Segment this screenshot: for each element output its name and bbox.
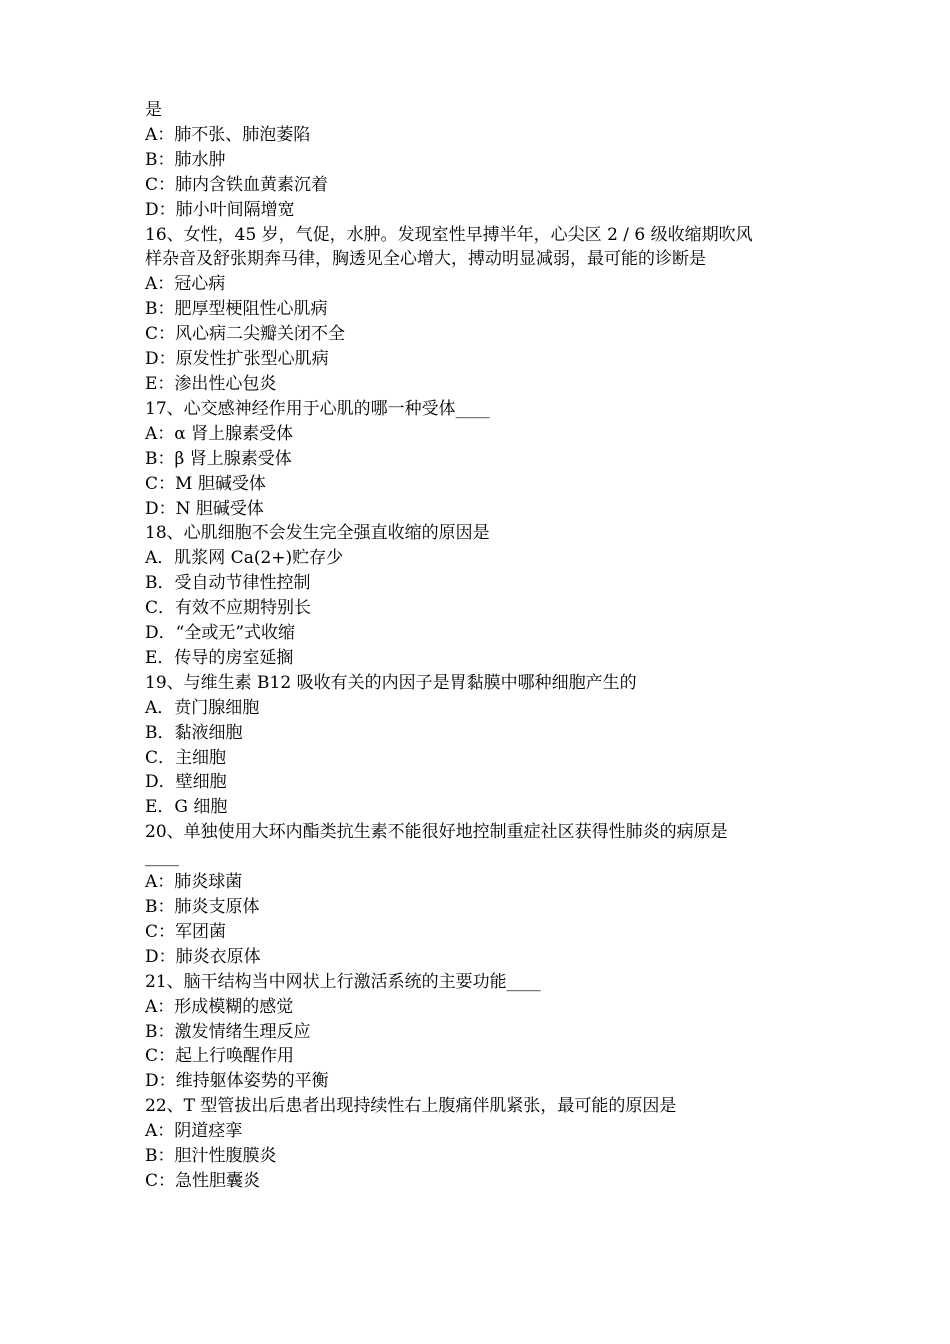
option-line: A：冠心病	[145, 274, 226, 295]
option-line: A．肌浆网 Ca(2+)贮存少	[145, 548, 344, 569]
option-line: E：渗出性心包炎	[145, 373, 277, 394]
text-line: 是	[145, 100, 162, 120]
question-20-line-2: ____	[145, 847, 179, 868]
option-line: B．黏液细胞	[145, 722, 243, 743]
option-line: C：急性胆囊炎	[145, 1170, 261, 1191]
question-19: 19、与维生素 B12 吸收有关的内因子是胃黏膜中哪种细胞产生的	[145, 672, 637, 693]
option-line: B：β 肾上腺素受体	[145, 448, 292, 469]
question-16-line-2: 样杂音及舒张期奔马律，胸透见全心增大，搏动明显减弱，最可能的诊断是	[145, 249, 706, 270]
option-line: A：肺不张、肺泡萎陷	[145, 124, 311, 145]
question-22: 22、T 型管拔出后患者出现持续性右上腹痛伴肌紧张，最可能的原因是	[145, 1096, 677, 1117]
option-line: D：肺炎衣原体	[145, 946, 261, 967]
option-line: D．壁细胞	[145, 772, 227, 793]
option-line: A：α 肾上腺素受体	[145, 423, 294, 444]
option-line: D：N 胆碱受体	[145, 498, 264, 519]
question-text-body	[145, 98, 813, 1194]
option-line: B：胆汁性腹膜炎	[145, 1146, 277, 1167]
option-line: C：风心病二尖瓣关闭不全	[145, 324, 346, 345]
question-17: 17、心交感神经作用于心肌的哪一种受体____	[145, 398, 490, 419]
option-line: D：维持躯体姿势的平衡	[145, 1071, 329, 1092]
option-line: A：形成模糊的感觉	[145, 996, 294, 1017]
option-line: B．受自动节律性控制	[145, 573, 311, 594]
option-line: A：肺炎球菌	[145, 872, 243, 893]
option-line: B：肺炎支原体	[145, 897, 260, 917]
option-line: E．G 细胞	[145, 797, 228, 818]
option-line: E．传导的房室延搁	[145, 647, 294, 668]
option-line: B：肺水肿	[145, 149, 226, 170]
option-line: D．“全或无”式收缩	[145, 623, 296, 644]
option-line: B：肥厚型梗阻性心肌病	[145, 299, 328, 320]
question-18: 18、心肌细胞不会发生完全强直收缩的原因是	[145, 523, 490, 544]
option-line: C：起上行唤醒作用	[145, 1046, 295, 1067]
option-line: C：M 胆碱受体	[145, 473, 266, 494]
option-line: D：肺小叶间隔增宽	[145, 199, 295, 220]
option-line: C．有效不应期特别长	[145, 598, 312, 619]
question-16-line-1: 16、女性，45 岁，气促，水肿。发现室性早搏半年，心尖区 2 / 6 级收缩期吹风	[145, 224, 753, 245]
option-line: A．贲门腺细胞	[145, 697, 260, 718]
option-line: D：原发性扩张型心肌病	[145, 349, 329, 370]
option-line: C：肺内含铁血黄素沉着	[145, 174, 329, 195]
question-21: 21、脑干结构当中网状上行激活系统的主要功能____	[145, 971, 541, 992]
option-line: C：军团菌	[145, 921, 227, 942]
question-20-line-1: 20、单独使用大环内酯类抗生素不能很好地控制重症社区获得性肺炎的病原是	[145, 822, 728, 843]
option-line: B：激发情绪生理反应	[145, 1021, 311, 1042]
option-line: A：阴道痉挛	[145, 1121, 243, 1142]
option-line: C．主细胞	[145, 747, 227, 768]
